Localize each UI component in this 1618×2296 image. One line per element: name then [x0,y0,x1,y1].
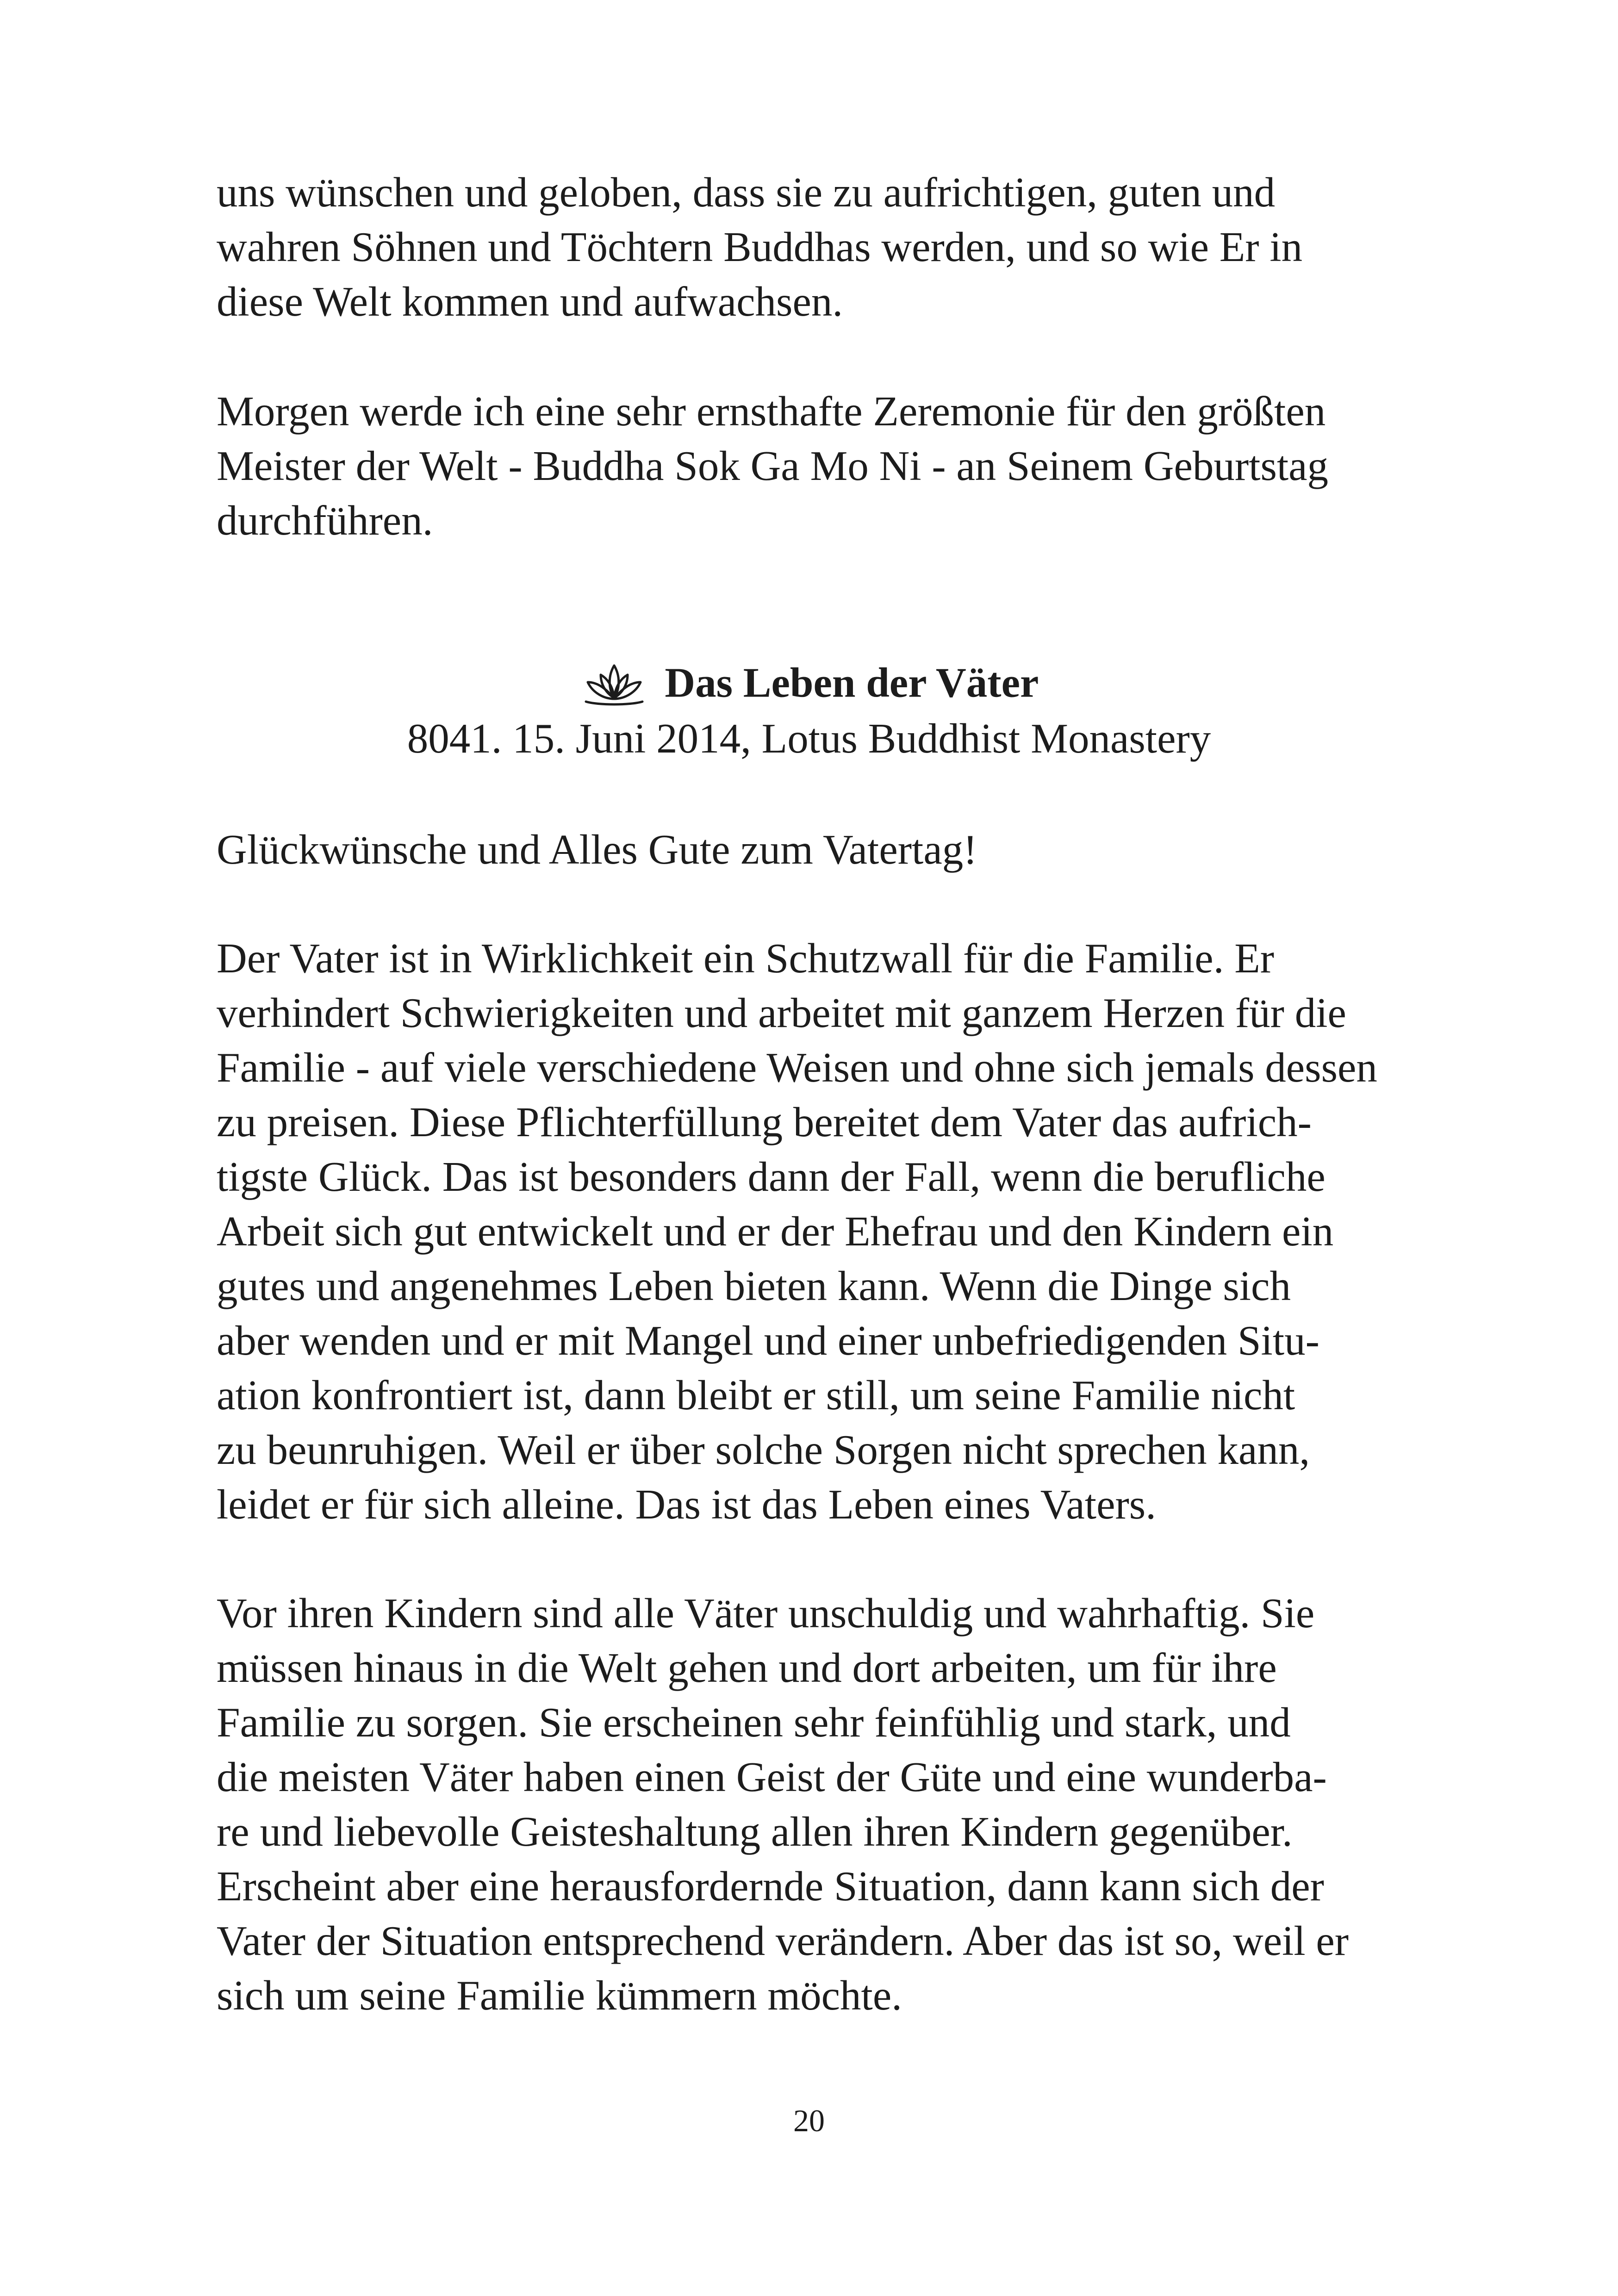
paragraph-5-line-2: müssen hinaus in die Welt gehen und dort arbeiten, um für ihre [217,1644,1277,1691]
paragraph-4-line-6: Arbeit sich gut entwickelt und er der Ehefrau und den Kindern ein [217,1208,1334,1255]
lotus-icon [579,657,649,708]
paragraph-4-line-5: tigste Glück. Das ist besonders dann der Fall, wenn die berufliche [217,1153,1326,1200]
page-number: 20 [793,2103,825,2138]
paragraph-4-line-8: aber wenden und er mit Mangel und einer unbefriedigenden Situ- [217,1317,1319,1364]
paragraph-5-line-3: Familie zu sorgen. Sie erscheinen sehr feinfühlig und stark, und [217,1699,1291,1746]
paragraph-4-line-4: zu preisen. Diese Pflichterfüllung bereitet dem Vater das aufrich- [217,1099,1312,1145]
paragraph-2-line-2: Meister der Welt - Buddha Sok Ga Mo Ni - an Seinem Geburtstag [217,442,1329,489]
paragraph-5-line-1: Vor ihren Kindern sind alle Väter unschuldig und wahrhaftig. Sie [217,1590,1315,1636]
paragraph-1-line-2: wahren Söhnen und Töchtern Buddhas werden, und so wie Er in [217,224,1303,270]
section-title: Das Leben der Väter [665,659,1039,706]
paragraph-4-line-2: verhindert Schwierigkeiten und arbeitet mit ganzem Herzen für die [217,989,1346,1036]
paragraph-4-line-1: Der Vater ist in Wirklichkeit ein Schutzwall für die Familie. Er [217,935,1275,982]
paragraph-5-line-6: Erscheint aber eine herausfordernde Situation, dann kann sich der [217,1863,1324,1910]
paragraph-1-line-3: diese Welt kommen und aufwachsen. [217,278,843,325]
paragraph-1-line-1: uns wünschen und geloben, dass sie zu aufrichtigen, guten und [217,169,1276,216]
section-subtitle: 8041. 15. Juni 2014, Lotus Buddhist Monastery [407,715,1211,762]
paragraph-4-line-10: zu beunruhigen. Weil er über solche Sorgen nicht sprechen kann, [217,1426,1310,1473]
paragraph-2-line-1: Morgen werde ich eine sehr ernsthafte Zeremonie für den größten [217,388,1326,435]
paragraph-5-line-4: die meisten Väter haben einen Geist der Güte und eine wunderba- [217,1754,1327,1800]
paragraph-4-line-9: ation konfrontiert ist, dann bleibt er still, um seine Familie nicht [217,1372,1295,1419]
paragraph-4-line-3: Familie - auf viele verschiedene Weisen und ohne sich jemals dessen [217,1044,1377,1091]
section-heading [0,657,1618,708]
paragraph-4-line-11: leidet er für sich alleine. Das ist das Leben eines Vaters. [217,1481,1156,1528]
paragraph-5-line-7: Vater der Situation entsprechend verändern. Aber das ist so, weil er [217,1917,1349,1964]
paragraph-3-line-1: Glückwünsche und Alles Gute zum Vatertag! [217,826,977,873]
paragraph-4-line-7: gutes und angenehmes Leben bieten kann. Wenn die Dinge sich [217,1263,1291,1309]
paragraph-5-line-5: re und liebevolle Geisteshaltung allen ihren Kindern gegenüber. [217,1808,1293,1855]
paragraph-5-line-8: sich um seine Familie kümmern möchte. [217,1972,902,2019]
paragraph-2-line-3: durchführen. [217,497,433,544]
